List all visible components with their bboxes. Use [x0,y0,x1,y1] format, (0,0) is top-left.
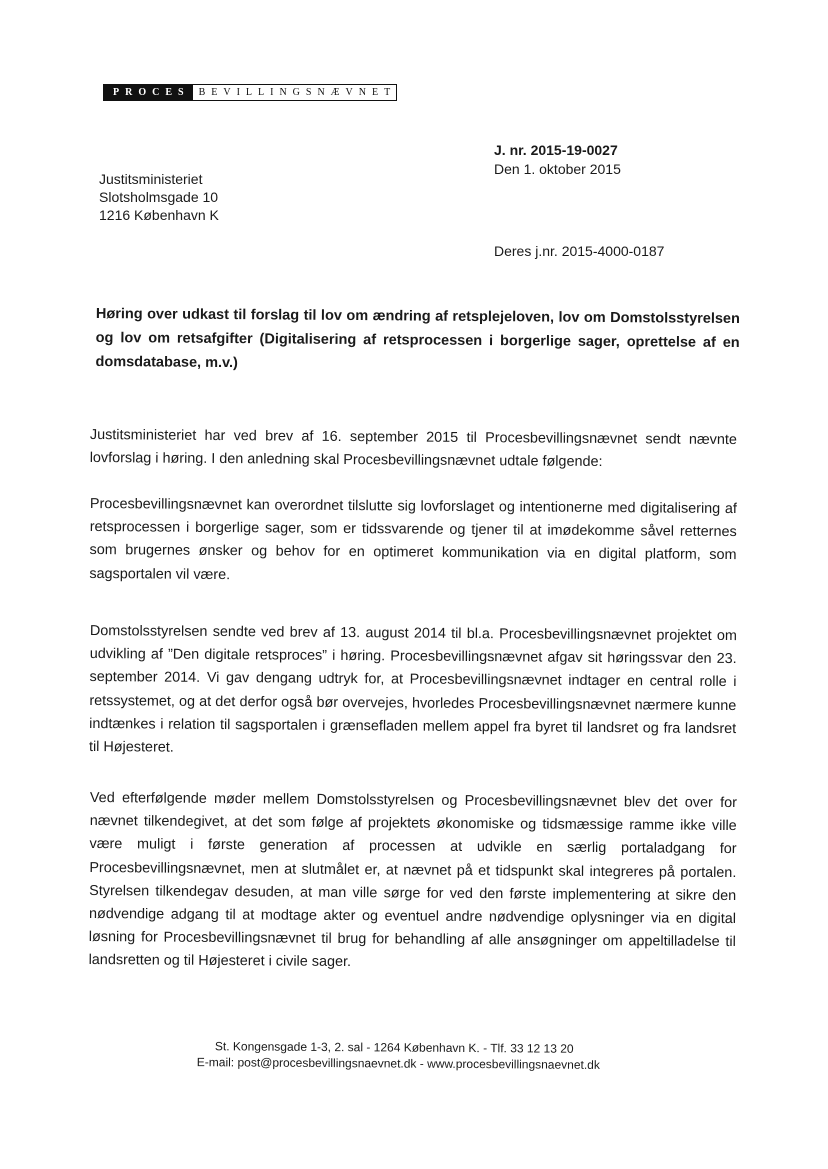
organization-logo [103,84,397,101]
your-reference: Deres j.nr. 2015-4000-0187 [494,243,665,259]
body-paragraph: Justitsministeriet har ved brev af 16. september 2015 til Procesbevillingsnævnet sendt nævnte lovforslag i høring. I den anledning skal Procesbevillingsnævnet udtale følgende: [89,426,737,471]
logo-right-text: BEVILLINGSNÆVNET [192,84,398,101]
footer-contact: E-mail: post@procesbevillingsnaevnet.dk - www.procesbevillingsnaevnet.dk [196,1055,600,1072]
footer-address: St. Kongensgade 1-3, 2. sal - 1264 København K. - Tlf. 33 12 13 20 [214,1039,574,1056]
letter-date: Den 1. oktober 2015 [494,161,621,177]
reference-block [494,141,621,179]
recipient-address [99,170,219,224]
journal-number: J. nr. 2015-19-0027 [494,142,618,158]
body-paragraph: Ved efterfølgende møder mellem Domstolsstyrelsen og Procesbevillingsnævnet blev det over for nævnet tilkendegivet, at det som følge af projektets økonomiske og tidsmæssige ramme ikke ville være muligt i første generation af processen at udvikle en særlig portaladgang for Procesbevillingsnævnet, men at slutmålet er, at nævnet på et tidspunkt skal integreres på portalen. Styrelsen tilkendegav desuden, at man ville sørge for ved den første implementering at sikre den nødvendige adgang til at modtage akter og eventuel andre nødvendige oplysninger via en digital løsning for Procesbevillingsnævnet til brug for behandling af alle ansøgninger om appeltilladelse til landsretten og til Højesteret i civile sager. [88,789,737,971]
recipient-name: Justitsministeriet [99,171,203,187]
recipient-city: 1216 København K [99,207,219,223]
body-paragraph: Procesbevillingsnævnet kan overordnet tilslutte sig lovforslaget og intentionerne med digitalisering af retsprocessen i borgerlige sager, som er tidssvarende og tjener til at imødekomme såvel retternes som brugernes ønsker og behov for en optimeret kommunikation via en digital platform, som sagsportalen vil være. [89,495,737,583]
recipient-street: Slotsholmsgade 10 [99,189,219,205]
logo-left-text: PROCES [103,84,192,101]
letter-footer [180,1038,680,1073]
letter-subject: Høring over udkast til forslag til lov om ændring af retsplejeloven, lov om Domstolsstyrelsen og lov om retsafgifter (Digitalisering af retsprocessen i borgerlige sager, oprettelse af en domsdatabase, m.v.) [95,305,740,372]
body-paragraph: Domstolsstyrelsen sendte ved brev af 13. august 2014 til bl.a. Procesbevillingsnævnet projektet om udvikling af ”Den digitale retsproces” i høring. Procesbevillingsnævnet afgav sit høringssvar den 23. september 2014. Vi gav dengang udtryk for, at Procesbevillingsnævnet indtager en central rolle i retssystemet, og at det derfor også bør overvejes, hvorledes Procesbevillingsnævnet nærmere kunne indtænkes i relation til sagsportalen i grænsefladen mellem appel fra byret til landsret og fra landsret til Højesteret. [88,622,737,756]
